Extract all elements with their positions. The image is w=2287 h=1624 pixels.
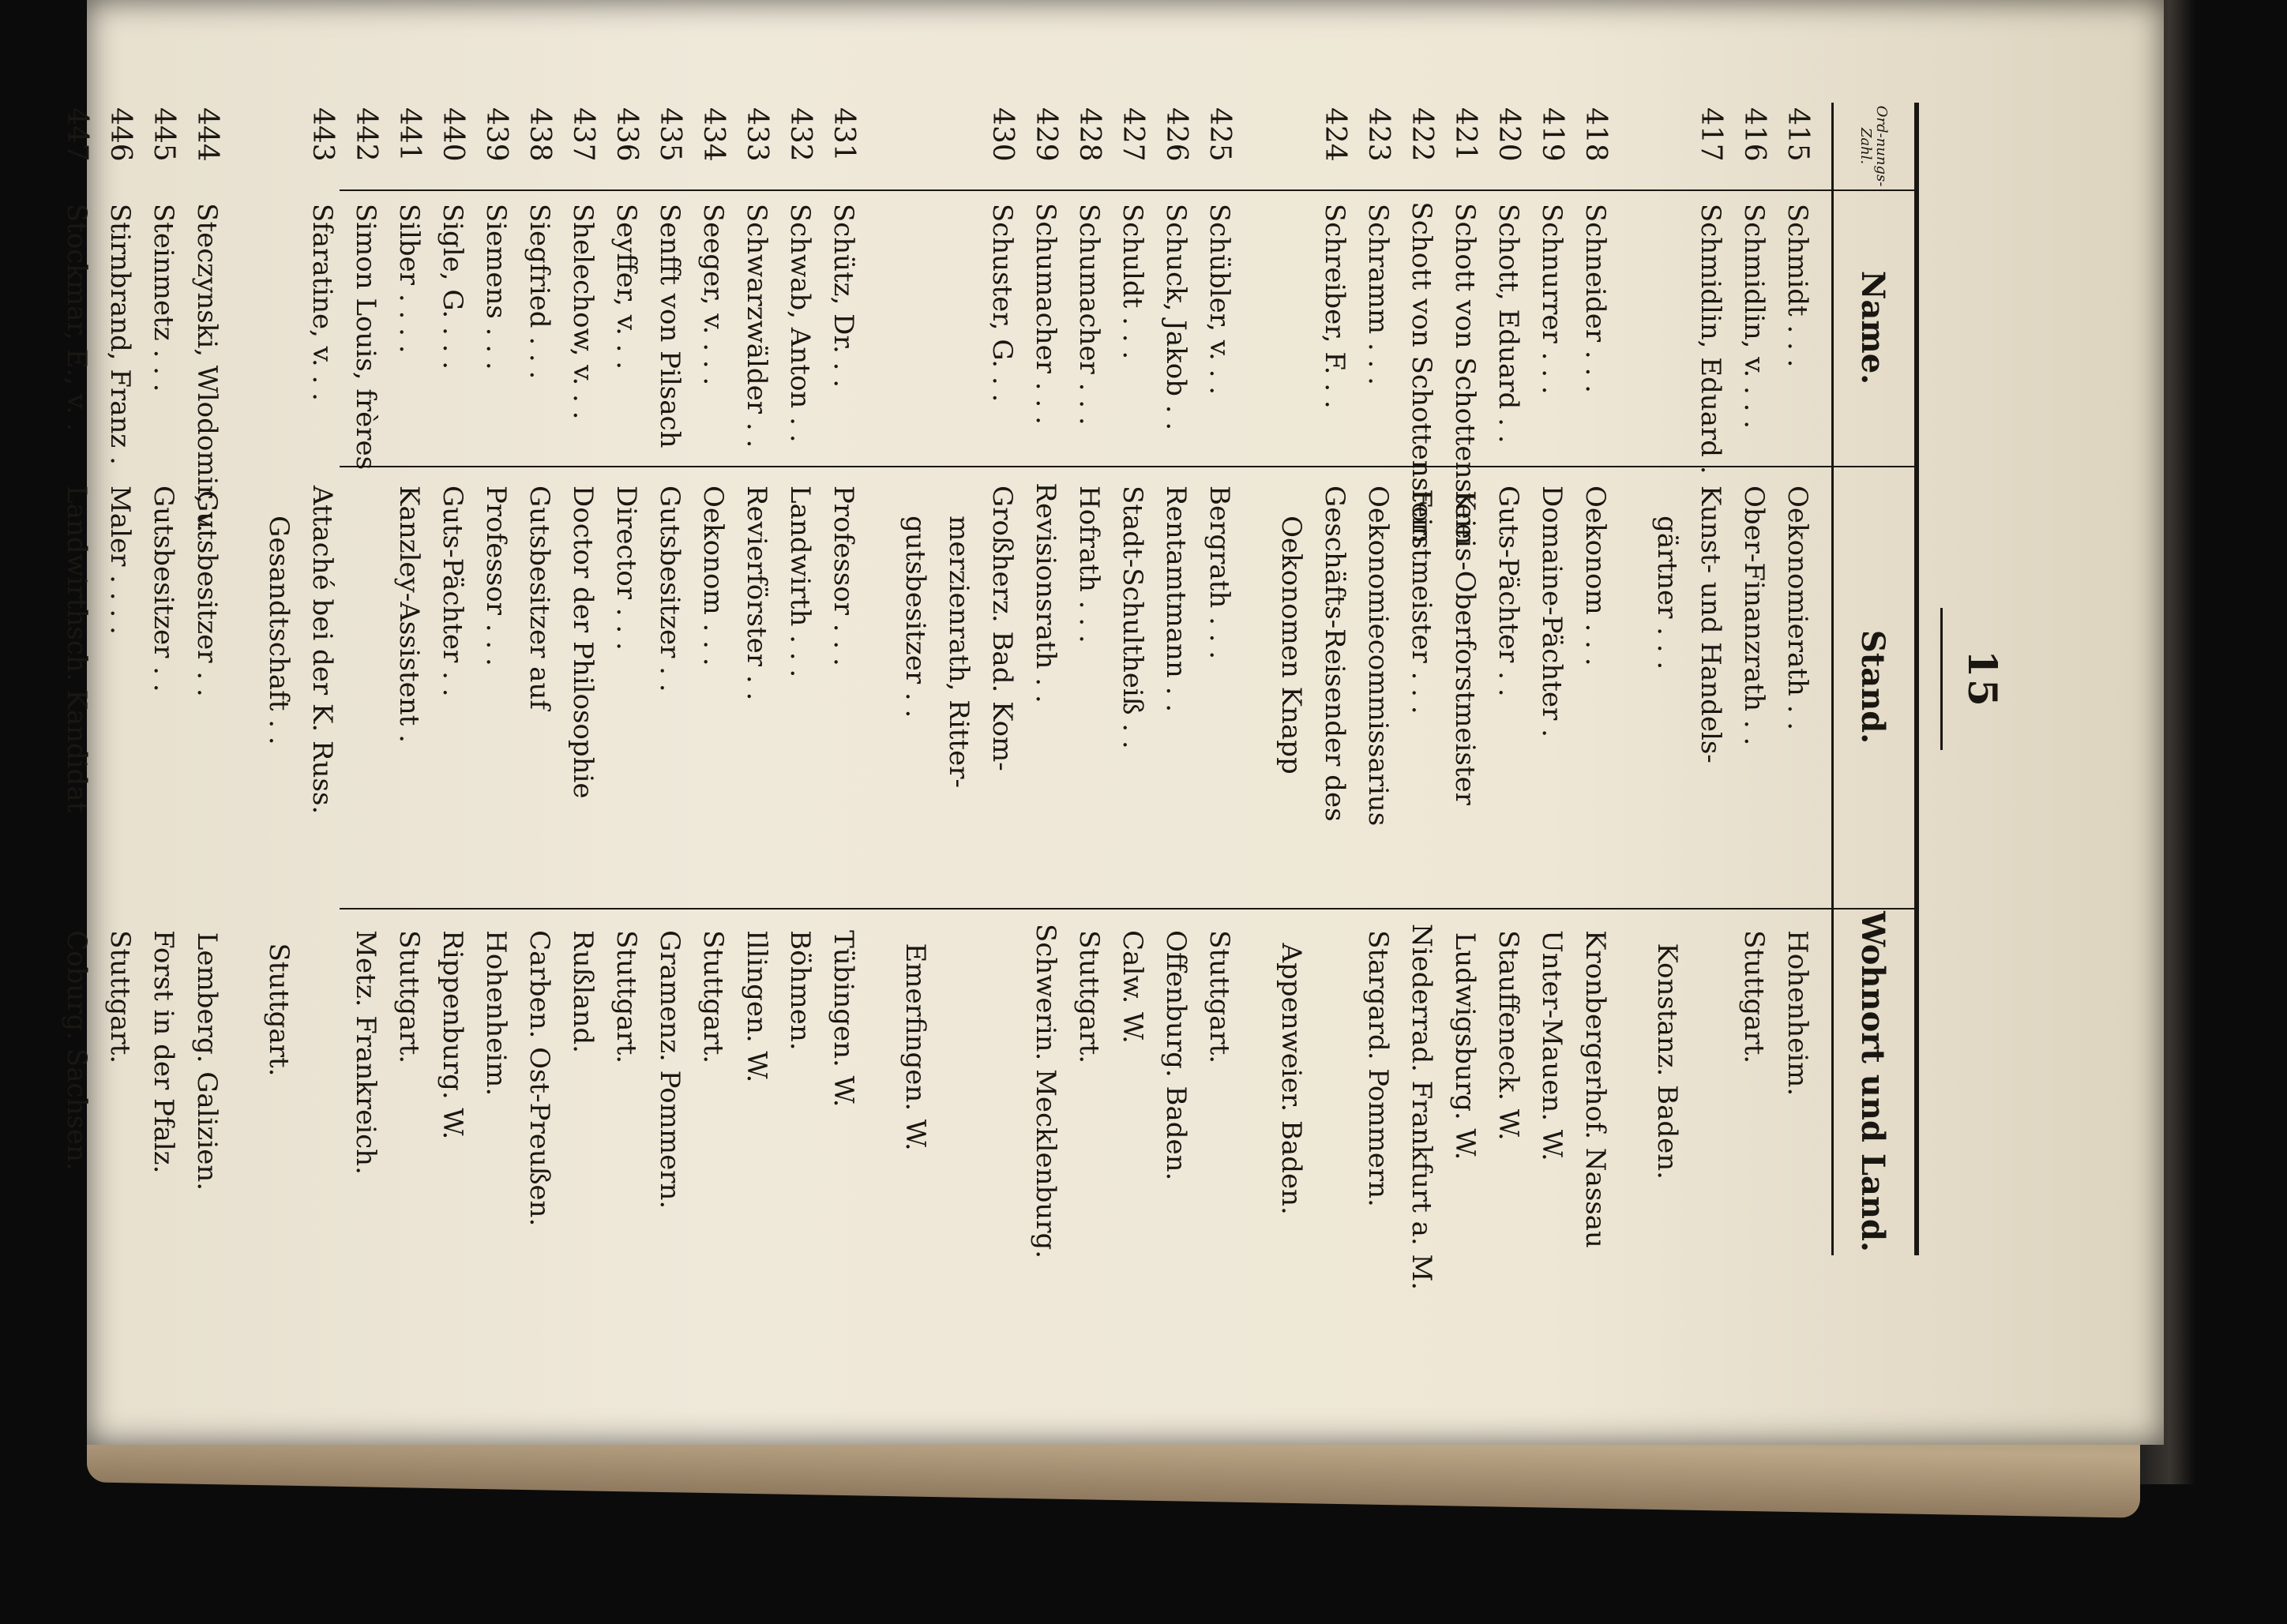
row-name: Schmidlin, v. . . .	[1738, 203, 1771, 429]
table-row	[1530, 103, 1574, 1255]
row-number: 435	[654, 107, 686, 162]
row-number: 438	[524, 107, 556, 162]
row-ort: Stauffeneck. W.	[1493, 930, 1525, 1141]
row-name: Silber . . . .	[393, 203, 426, 354]
row-name: Stockmar, E., v. .	[61, 203, 93, 432]
row-name: Shelechow, v. . .	[567, 203, 599, 420]
table-row	[301, 103, 344, 1255]
row-ort: Böhmen.	[784, 930, 817, 1051]
row-stand: Kanzley-Assistent .	[393, 486, 426, 743]
row-stand: Revisionsrath . .	[1030, 482, 1062, 703]
row-stand: Oekonomierath . .	[1782, 486, 1814, 731]
row-ort: Stuttgart.	[1204, 930, 1236, 1064]
row-stand: Oekonom . . .	[697, 486, 730, 666]
row-number: 418	[1579, 107, 1612, 162]
table-row	[1068, 103, 1111, 1255]
row-ort: Metz. Frankreich.	[350, 930, 382, 1175]
table-row	[1198, 103, 1241, 1255]
row-number: 442	[350, 107, 382, 162]
table-row	[99, 103, 142, 1255]
row-stand: merzienrath, Ritter-	[943, 516, 975, 788]
header-name: Name.	[1854, 270, 1892, 385]
row-ort: Kronbergerhof. Nassau	[1579, 930, 1612, 1248]
row-name: Siemens . . .	[480, 203, 513, 370]
row-name: Schwab, Anton . .	[784, 203, 817, 443]
row-stand: Geschäfts-Reisender des	[1319, 486, 1351, 822]
row-stand: gärtner . . .	[1651, 516, 1684, 670]
table-row	[55, 103, 99, 1255]
table-header-rule	[1831, 103, 1834, 1255]
row-number: 423	[1362, 107, 1395, 162]
table-row	[735, 103, 779, 1255]
row-name: Stirnbrand, Franz .	[104, 203, 137, 465]
row-stand: Domaine-Pächter .	[1536, 486, 1568, 737]
row-ort: Forst in der Pfalz.	[148, 930, 180, 1174]
row-number: 441	[393, 107, 426, 162]
row-number: 446	[104, 107, 137, 162]
row-name: Schneider . . .	[1579, 203, 1612, 393]
row-ort: Emerfingen. W.	[899, 943, 932, 1151]
row-number: 420	[1493, 107, 1525, 162]
row-number: 443	[306, 107, 339, 162]
row-stand: Kunst- und Handels-	[1695, 486, 1727, 763]
row-name: Schott von Schottenstein	[1406, 201, 1438, 544]
row-ort: Carben. Ost-Preußen.	[524, 930, 556, 1227]
row-ort: Schwerin. Mecklenburg.	[1030, 924, 1062, 1259]
row-stand: Landwirth . . .	[784, 486, 817, 678]
row-number: 440	[437, 107, 469, 162]
row-name: Schuldt . . .	[1117, 203, 1149, 360]
table-row	[518, 103, 561, 1255]
row-ort: Stuttgart.	[697, 930, 730, 1064]
row-number: 415	[1782, 107, 1814, 162]
row-stand: Kreis-Oberforstmeister	[1449, 490, 1481, 805]
book-page	[61, 0, 2164, 1445]
row-number: 426	[1160, 107, 1192, 162]
row-stand: Forstmeister . . .	[1406, 489, 1438, 714]
row-ort: Stuttgart.	[263, 943, 295, 1077]
row-ort: Niederrad. Frankfurt a. M.	[1406, 924, 1438, 1291]
row-number: 424	[1319, 107, 1351, 162]
row-stand: Rentamtmann . .	[1160, 486, 1192, 713]
row-number: 416	[1738, 107, 1771, 162]
row-ort: Unter-Mauen. W.	[1536, 930, 1568, 1161]
row-number: 425	[1204, 107, 1236, 162]
row-stand: Oekonom . . .	[1579, 486, 1612, 666]
table-row	[1574, 103, 1617, 1255]
row-name: Schmidlin, Eduard .	[1695, 203, 1727, 474]
row-stand: Gutsbesitzer . .	[191, 490, 223, 697]
row-number: 447	[61, 107, 93, 162]
row-number: 421	[1449, 107, 1481, 162]
row-stand: Attaché bei der K. Russ.	[306, 486, 339, 815]
table-row	[605, 103, 648, 1255]
rotated-table-sheet	[61, 103, 2006, 1291]
row-ort: Rippenburg. W.	[437, 930, 469, 1140]
row-ort: Hohenheim.	[480, 930, 513, 1097]
row-name: Schramm . . .	[1362, 203, 1395, 385]
row-name: Steczynski, Wlodomir, v.	[191, 203, 223, 533]
header-nr: Ord-nungs-Zahl.	[1857, 105, 1890, 187]
table-row	[692, 103, 735, 1255]
row-name: Schübler, v. . .	[1204, 203, 1236, 396]
row-name: Sfaratine, v. . .	[306, 203, 339, 401]
table-row	[475, 103, 518, 1255]
table-body	[55, 103, 1819, 1291]
row-name: Senfft von Pilsach	[654, 203, 686, 448]
row-ort: Stuttgart.	[1073, 930, 1106, 1064]
table-row	[779, 103, 822, 1255]
row-stand: gutsbesitzer . .	[899, 516, 932, 718]
row-ort: Stuttgart.	[104, 930, 137, 1064]
row-stand: Großherz. Bad. Kom-	[986, 486, 1019, 771]
row-name: Schreiber, F. . .	[1319, 203, 1351, 409]
row-stand: Landwirthsch. Kandidat	[61, 486, 93, 813]
row-name: Steinmetz . . .	[148, 203, 180, 392]
table-row	[1400, 103, 1444, 1291]
row-ort: Stargard. Pommern.	[1362, 930, 1395, 1207]
row-name: Siegfried . . .	[524, 203, 556, 380]
row-number: 437	[567, 107, 599, 162]
row-ort: Hohenheim.	[1782, 930, 1814, 1097]
row-stand: Oekonomen Knapp	[1275, 516, 1308, 774]
row-stand: Maler . . . .	[104, 486, 137, 635]
row-stand: Bergrath . . .	[1204, 486, 1236, 660]
row-stand: Ober-Finanzrath . .	[1738, 486, 1771, 746]
row-number: 436	[610, 107, 643, 162]
row-number: 445	[148, 107, 180, 162]
row-stand: Guts-Pächter . .	[437, 486, 469, 697]
table-row	[1313, 103, 1357, 1255]
row-name: Schott von Schottenstein	[1449, 203, 1481, 546]
row-name: Schuck, Jakob . .	[1160, 203, 1192, 431]
row-number: 444	[191, 107, 223, 162]
row-number: 427	[1117, 107, 1149, 162]
table-row	[1024, 103, 1068, 1259]
row-name: Schnurrer . . .	[1536, 203, 1568, 395]
row-stand: Gutsbesitzer auf	[524, 486, 556, 710]
table-top-rule	[1914, 103, 1919, 1255]
table-row	[257, 103, 301, 1255]
row-ort: Calw. W.	[1117, 930, 1149, 1044]
row-number: 429	[1030, 107, 1062, 162]
table-row	[1733, 103, 1776, 1255]
row-stand: Gesandtschaft . .	[263, 516, 295, 745]
row-stand: Professor . . .	[828, 486, 860, 666]
row-number: 430	[986, 107, 1019, 162]
row-number: 432	[784, 107, 817, 162]
row-number: 422	[1406, 107, 1438, 162]
row-name: Schuster, G. . .	[986, 203, 1019, 403]
table-row	[937, 103, 981, 1255]
row-stand: Revierförster . .	[741, 486, 773, 701]
row-number: 417	[1695, 107, 1727, 162]
row-name: Schmidt . . .	[1782, 203, 1814, 368]
row-stand: Oekonomiecommissarius	[1362, 486, 1395, 827]
table-row	[981, 103, 1024, 1255]
row-stand: Professor . . .	[480, 486, 513, 666]
table-row	[1689, 103, 1733, 1255]
table-row	[1155, 103, 1198, 1255]
table-row	[561, 103, 605, 1255]
row-number: 431	[828, 107, 860, 162]
table-row	[1646, 103, 1689, 1255]
row-stand: Stadt-Schultheiß . .	[1117, 486, 1149, 749]
table-row	[1111, 103, 1155, 1255]
row-name: Schumacher . . .	[1073, 203, 1106, 426]
row-number: 433	[741, 107, 773, 162]
row-stand: Gutsbesitzer . .	[148, 486, 180, 692]
row-stand: Director . . .	[610, 486, 643, 651]
table-row	[648, 103, 692, 1255]
row-ort: Stuttgart.	[1738, 930, 1771, 1064]
header-stand: Stand.	[1854, 629, 1892, 744]
row-ort: Tübingen. W.	[828, 930, 860, 1108]
row-number: 428	[1073, 107, 1106, 162]
row-stand: Doctor der Philosophie	[567, 486, 599, 799]
header-ort: Wohnort und Land.	[1854, 911, 1892, 1252]
row-name: Simon Louis, frères	[350, 203, 382, 471]
table-row	[344, 103, 388, 1255]
row-ort: Gramenz. Pommern.	[654, 930, 686, 1210]
row-ort: Rußland.	[567, 930, 599, 1053]
table-row	[1444, 103, 1487, 1255]
table-row	[1270, 103, 1313, 1255]
row-ort: Konstanz. Baden.	[1651, 943, 1684, 1180]
row-name: Schwarzwälder . .	[741, 203, 773, 448]
table-row	[142, 103, 186, 1255]
row-name: Schumacher . . .	[1030, 202, 1062, 425]
table-row	[894, 103, 937, 1255]
page-number-rule	[1940, 608, 1943, 750]
table-row	[1487, 103, 1530, 1255]
table-row	[388, 103, 431, 1255]
row-stand: Gutsbesitzer . .	[654, 486, 686, 692]
row-ort: Coburg. Sachsen.	[61, 930, 93, 1171]
row-ort: Illingen. W.	[741, 930, 773, 1083]
table-row	[431, 103, 475, 1255]
row-ort: Stuttgart.	[393, 930, 426, 1064]
row-name: Sigle, G. . . .	[437, 203, 469, 370]
table-row	[186, 103, 229, 1255]
row-stand: Guts-Pächter . .	[1493, 486, 1525, 697]
row-name: Schott, Eduard . .	[1493, 203, 1525, 444]
table-row	[822, 103, 866, 1255]
row-name: Seyffer, v. . .	[610, 203, 643, 370]
row-number: 439	[480, 107, 513, 162]
row-ort: Appenweier. Baden.	[1275, 943, 1308, 1215]
row-ort: Lemberg. Galizien.	[191, 932, 223, 1191]
page-number: 15	[1959, 650, 2006, 708]
row-ort: Ludwigsburg. W.	[1449, 932, 1481, 1161]
row-name: Seeger, v. . . .	[697, 203, 730, 386]
row-number: 419	[1536, 107, 1568, 162]
table-row	[1357, 103, 1400, 1255]
row-number: 434	[697, 107, 730, 162]
row-ort: Stuttgart.	[610, 930, 643, 1064]
table-row	[1776, 103, 1819, 1255]
row-stand: Hofrath . . .	[1073, 486, 1106, 643]
row-name: Schütz, Dr. . .	[828, 203, 860, 388]
row-ort: Offenburg. Baden.	[1160, 930, 1192, 1181]
